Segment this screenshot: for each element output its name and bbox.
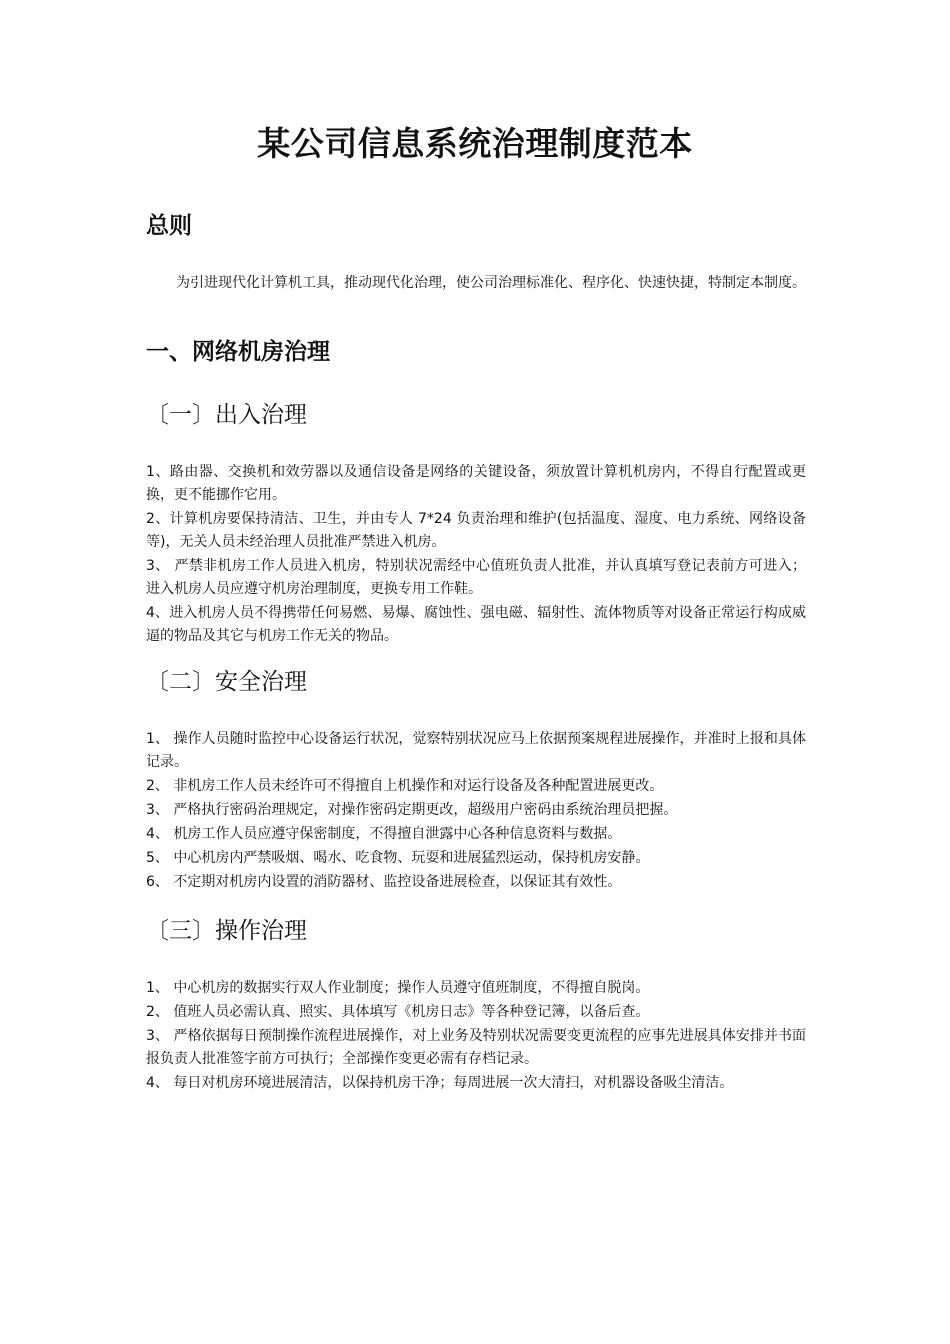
list-item: 2、计算机房要保持清洁、卫生，并由专人 7*24 负责治理和维护(包括温度、湿度、电力系统、网络设备等)，无关人员未经治理人员批准严禁进入机房。 — [146, 511, 806, 550]
list-item: 1、 中心机房的数据实行双人作业制度；操作人员遵守值班制度，不得擅自脱岗。 — [146, 980, 650, 996]
list-item: 1、 操作人员随时监控中心设备运行状况，觉察特别状况应马上依据预案规程进展操作，并准时上报和具体记录。 — [146, 731, 806, 770]
document-title: 某公司信息系统治理制度范本 — [257, 124, 693, 163]
list-item: 4、 机房工作人员应遵守保密制度，不得擅自泄露中心各种信息资料与数据。 — [146, 826, 622, 842]
list-item: 3、 严禁非机房工作人员进入机房，特别状况需经中心值班负责人批准，并认真填写登记表前方可进入； 进入机房人员应遵守机房治理制度，更换专用工作鞋。 — [146, 558, 806, 597]
list-item: 2、 值班人员必需认真、照实、具体填写《机房日志》等各种登记簿，以备后查。 — [146, 1004, 650, 1020]
list-item: 4、进入机房人员不得携带任何易燃、易爆、腐蚀性、强电磁、辐射性、流体物质等对设备正常运行构成威逼的物品及其它与机房工作无关的物品。 — [146, 605, 806, 644]
list-item: 4、 每日对机房环境进展清洁，以保持机房干净；每周进展一次大清扫，对机器设备吸尘清洁。 — [146, 1075, 734, 1091]
heading-general: 总则 — [146, 213, 192, 239]
list-item: 1、路由器、交换机和效劳器以及通信设备是网络的关键设备，须放置计算机机房内，不得自行配置或更换，更不能挪作它用。 — [146, 464, 806, 503]
list-item: 6、 不定期对机房内设置的消防器材、监控设备进展检查，以保证其有效性。 — [146, 874, 622, 890]
heading-section-1: 一、网络机房治理 — [146, 339, 330, 365]
list-item: 3、 严格执行密码治理规定，对操作密码定期更改，超级用户密码由系统治理员把握。 — [146, 802, 678, 818]
heading-sub-2: 〔二〕安全治理 — [146, 669, 307, 695]
heading-sub-3: 〔三〕操作治理 — [146, 918, 307, 944]
heading-sub-1: 〔一〕出入治理 — [146, 402, 307, 428]
list-item: 2、 非机房工作人员未经许可不得擅自上机操作和对运行设备及各种配置进展更改。 — [146, 778, 664, 794]
general-paragraph: 为引进现代化计算机工具，推动现代化治理，使公司治理标准化、程序化、快速快捷，特制定本制度。 — [176, 275, 806, 291]
list-item: 3、 严格依据每日预制操作流程进展操作，对上业务及特别状况需要变更流程的应事先进展具体安排并书面报负责人批准签字前方可执行；全部操作变更必需有存档记录。 — [146, 1028, 806, 1067]
list-item: 5、 中心机房内严禁吸烟、喝水、吃食物、玩耍和进展猛烈运动，保持机房安静。 — [146, 850, 650, 866]
